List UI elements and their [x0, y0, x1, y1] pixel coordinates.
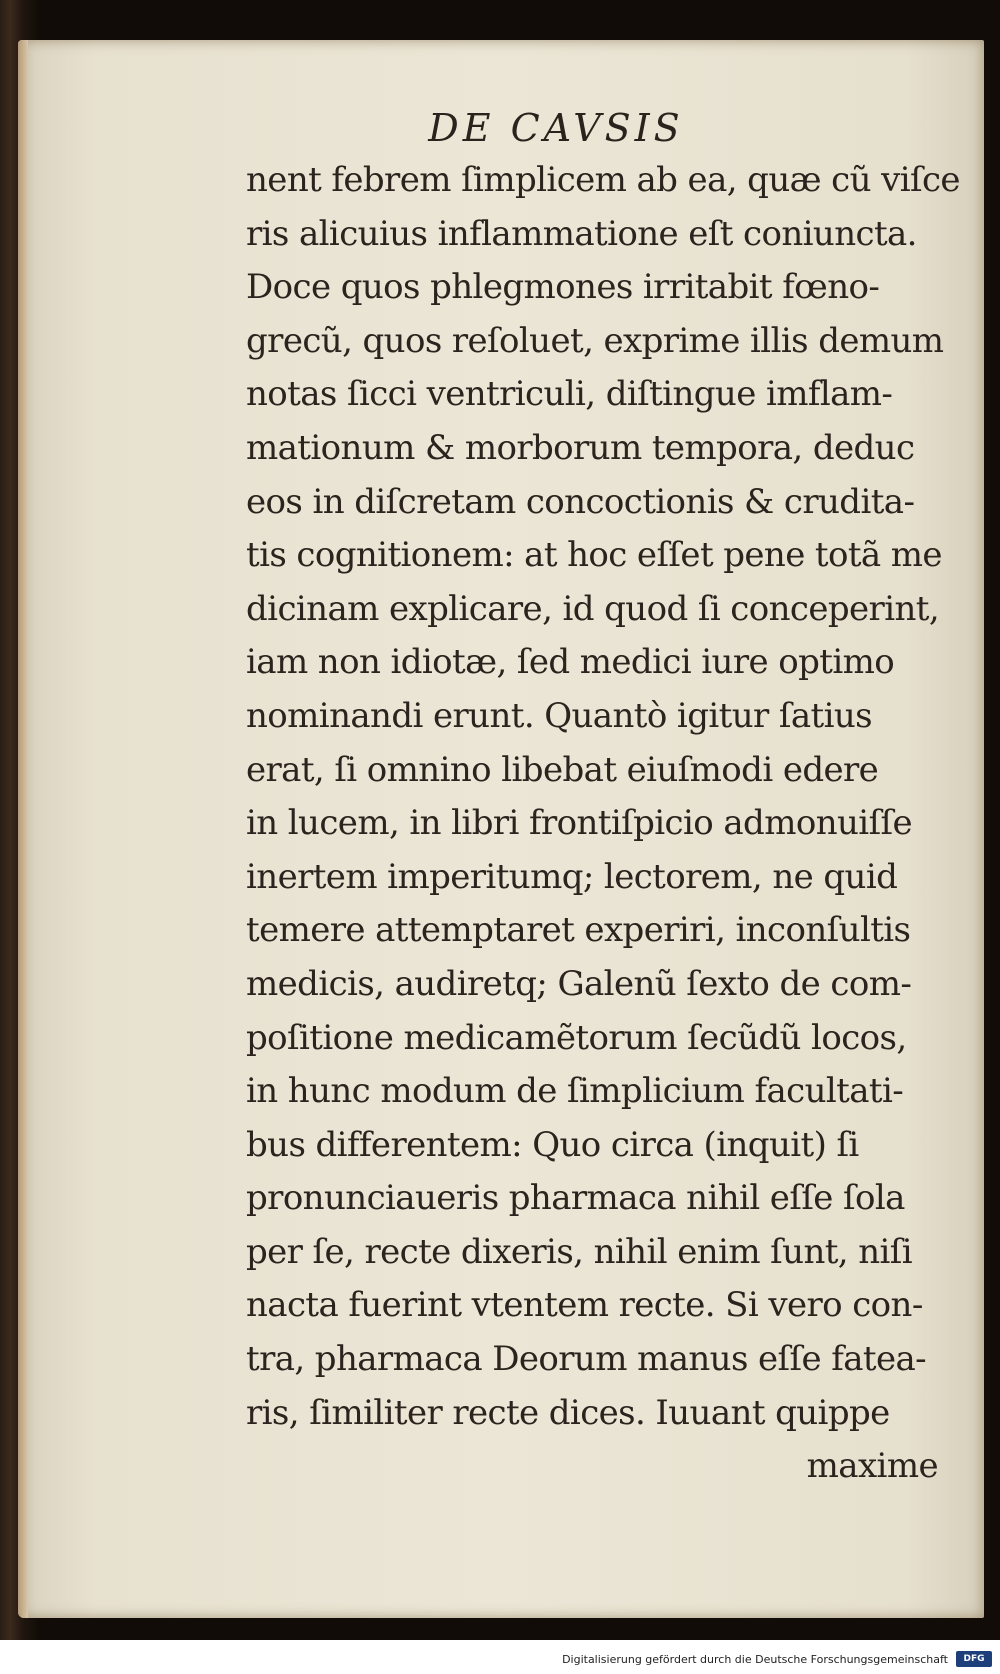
text-line: in hunc modum de ſimplicium facultati- [246, 1071, 904, 1112]
text-line: bus differentem: Quo circa (inquit) ſi [246, 1124, 859, 1165]
page-edge [18, 40, 28, 1618]
running-head: DE CAVSIS [428, 106, 684, 150]
text-line: eos in diſcretam concoctionis & crudita- [246, 481, 915, 522]
text-line: erat, ſi omnino libebat eiuſmodi edere [246, 749, 879, 790]
text-line: temere attemptaret experiri, inconſultis [246, 910, 911, 951]
text-line: tra, pharmaca Deorum manus eſſe fatea- [246, 1339, 927, 1380]
dfg-logo: DFG [956, 1651, 992, 1667]
text-line: nent febrem ſimplicem ab ea, quæ cũ viſce [246, 160, 960, 200]
text-line: nacta fuerint vtentem recte. Si vero con- [246, 1285, 923, 1326]
text-line: pronunciaueris pharmaca nihil eſſe ſola [246, 1178, 905, 1219]
text-line: inertem imperitumq; lectorem, ne quid [246, 856, 898, 897]
text-line: nominandi erunt. Quantò igitur ſatius [246, 695, 872, 736]
text-line: tis cognitionem: at hoc eſſet pene totã me [246, 535, 942, 576]
text-line: ris alicuius inflammatione eſt coniuncta. [246, 213, 917, 254]
text-line: Doce quos phlegmones irritabit fœno- [246, 267, 880, 308]
text-line: in lucem, in libri frontiſpicio admonuiſſe [246, 803, 913, 844]
text-line: grecũ, quos reſoluet, exprime illis demum [246, 320, 944, 361]
catchword: maxime [806, 1446, 938, 1487]
footer-bar [0, 1640, 1000, 1674]
body-text [246, 154, 960, 1494]
footer-credit: Digitalisierung gefördert durch die Deutsche Forschungsgemeinschaft [562, 1653, 948, 1666]
text-line: poſitione medicamẽtorum ſecũdũ locos, [246, 1017, 907, 1058]
text-line: notas ſicci ventriculi, diſtingue imflam- [246, 374, 893, 415]
text-line: dicinam explicare, id quod ſi conceperint, [246, 588, 940, 629]
text-line: iam non idiotæ, ſed medici iure optimo [246, 642, 895, 683]
text-line: per ſe, recte dixeris, nihil enim ſunt, niſi [246, 1231, 913, 1272]
text-line: medicis, audiretq; Galenũ ſexto de com- [246, 963, 912, 1004]
book-page [18, 40, 984, 1618]
text-line: mationum & morborum tempora, deduc [246, 427, 915, 468]
text-line: ris, ſimiliter recte dices. Iuuant quippe [246, 1392, 890, 1433]
